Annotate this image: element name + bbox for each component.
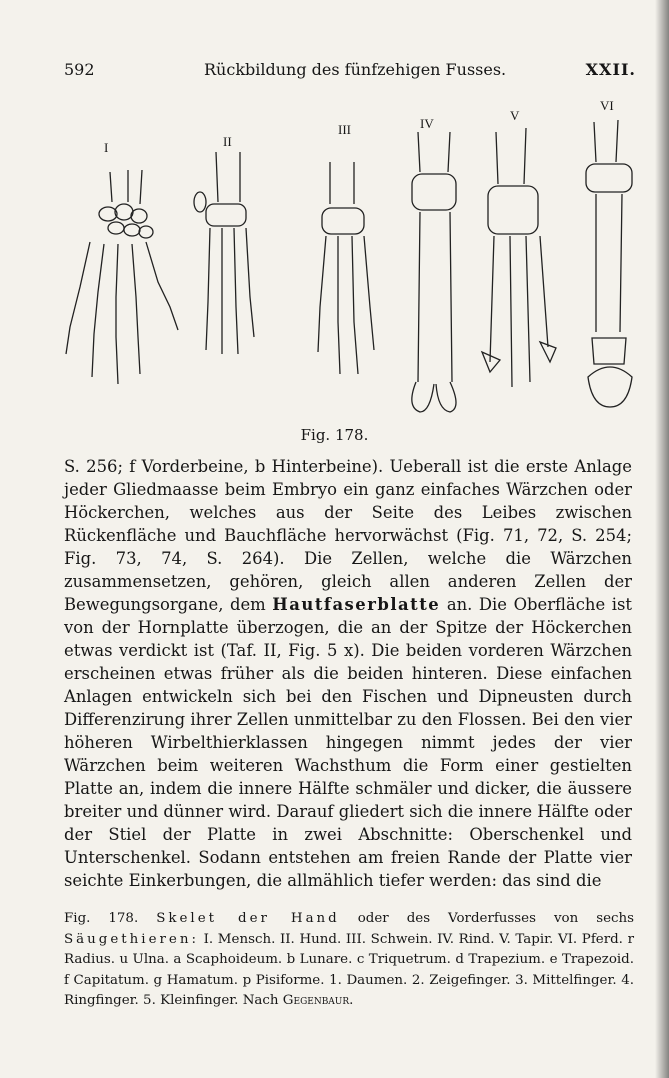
figure-178-hand-skeletons <box>40 92 650 422</box>
emphasis-hautfaserblatte: Hautfaserblatte <box>272 595 441 614</box>
paragraph <box>64 455 632 892</box>
skeleton-human <box>66 170 178 384</box>
figure-footnote <box>64 909 634 1012</box>
figure-drawing <box>40 92 650 422</box>
panel-label-IV: IV <box>420 116 434 131</box>
panel-label-V: V <box>510 108 520 123</box>
figure-caption: Fig. 178. <box>300 426 369 444</box>
skeleton-pig <box>318 162 374 374</box>
page-edge-shadow <box>655 0 669 1078</box>
page-number: 592 <box>64 60 95 79</box>
footnote-spaced-a: Skelet der Hand <box>156 911 340 926</box>
skeleton-tapir <box>482 128 556 387</box>
paragraph-text-a: S. 256; f Vorderbeine, b Hinterbeine). Ueberall ist die erste Anlage jeder Gliedmaasse beim Embryo ein ganz einfaches Wärzchen oder Höckerchen, welches aus der Seite des Leibes zwischen Rückenfläche und Bauchfläche hervorwächst (Fig. 71, 72, S. 254; Fig. 73, 74, S. 264). Die Zellen, welche die Wärzchen zusammensetzen, gehören, gleich allen anderen Zellen der Bewegungsorgane, dem <box>64 457 632 614</box>
paragraph-text-b: an. Die Oberfläche ist von der Hornplatte überzogen, die an der Spitze der Höckerchen etwas verdickt ist (Taf. II, Fig. 5 x). Die beiden vorderen Wärzchen erscheinen etwas früher als die beiden hinteren. Diese einfachen Anlagen entwickeln sich bei den Fischen und Dipneusten durch Differenzirung ihrer Zellen unmittelbar zu den Flossen. Bei den vier höheren Wirbelthierklassen hingegen nimmt jedes der vier Wärzchen beim weiteren Wachsthum die Form einer gestielten Platte an, indem die innere Hälfte schmäler und dicker, die äussere breiter und dünner wird. Darauf gliedert sich die innere Hälfte oder der Stiel der Platte in zwei Abschnitte: Oberschenkel und Unterschenkel. Sodann entstehen am freien Rande der Platte vier seichte Einkerbungen, die allmählich tiefer werden: das sind die <box>64 595 633 890</box>
chapter-number: XXII. <box>585 60 636 79</box>
footnote-spaced-b: Säugethieren: <box>64 931 199 947</box>
skeleton-cow <box>412 132 456 412</box>
footnote-label: Fig. 178. <box>64 911 139 926</box>
skeleton-dog <box>194 152 254 354</box>
footnote-author: Gegenbaur. <box>282 993 354 1008</box>
panel-label-VI: VI <box>600 98 614 113</box>
footnote-text-b: I. Mensch. II. Hund. III. Schwein. IV. Rind. V. Tapir. VI. Pferd. r Radius. u Ulna. a Scaphoideum. b Lunare. c Triquetrum. d Trapezium. e Trapezoid. f Capitatum. g Hamatum. p Pisiforme. 1. Daumen. 2. Zeigefinger. 3. Mittelfinger. 4. Ringfinger. 5. Kleinfinger. Nach <box>64 931 634 1008</box>
skeleton-horse <box>586 120 632 407</box>
panel-label-III: III <box>338 122 351 137</box>
panel-label-I: I <box>104 140 109 155</box>
panel-label-II: II <box>223 134 232 149</box>
footnote-text-a: oder des Vorderfusses von sechs <box>357 911 634 926</box>
running-header <box>64 60 636 84</box>
body-text <box>64 455 632 892</box>
running-title: Rückbildung des fünfzehigen Fusses. <box>204 60 507 79</box>
